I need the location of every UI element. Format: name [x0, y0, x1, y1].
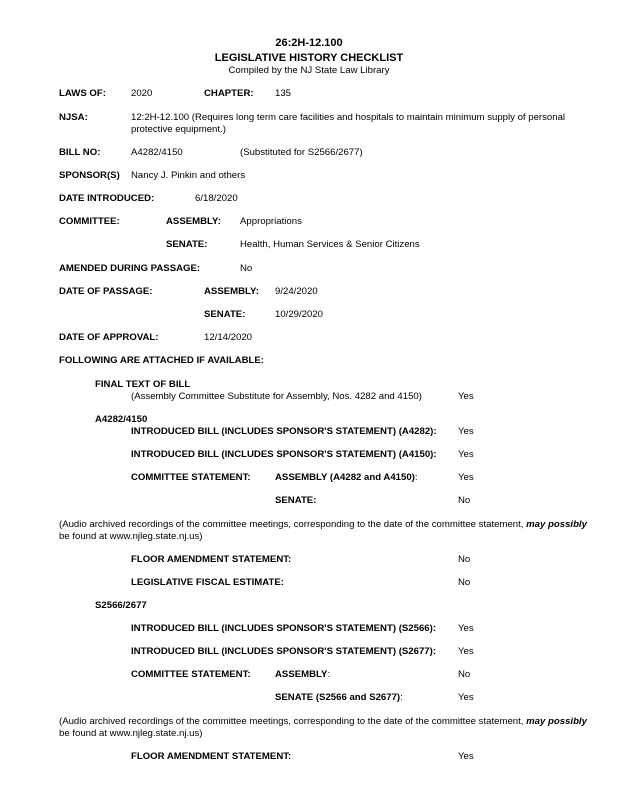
s-committee-assembly-colon: : — [327, 669, 331, 680]
s-committee-senate-label: SENATE (S2566 and S2677) — [275, 692, 401, 703]
a-floor-amendment-label: FLOOR AMENDMENT STATEMENT: — [131, 554, 292, 565]
a-fiscal-estimate-label: LEGISLATIVE FISCAL ESTIMATE: — [131, 577, 284, 588]
s-introduced-bill-1-label: INTRODUCED BILL (INCLUDES SPONSOR'S STATEMENT) (S2566): — [131, 623, 437, 634]
s-committee-senate-colon: : — [400, 692, 403, 703]
a-introduced-bill-2-value: Yes — [458, 449, 474, 460]
a-introduced-bill-1-label: INTRODUCED BILL (INCLUDES SPONSOR'S STATEMENT) (A4282): — [131, 426, 437, 437]
a-bill-heading: A4282/4150 — [95, 414, 148, 425]
laws-of-value: 2020 — [131, 88, 153, 99]
chapter-value: 135 — [275, 88, 292, 99]
a-committee-statement-label: COMMITTEE STATEMENT: — [131, 472, 251, 483]
audio-note-text: (Audio archived recordings of the committee meetings, corresponding to the date of the committee statement, — [59, 716, 527, 727]
audio-note-1-line2: be found at www.njleg.state.nj.us) — [59, 531, 203, 542]
bill-no-value: A4282/4150 — [131, 147, 183, 158]
audio-note-2-line1 — [59, 716, 587, 728]
amended-value: No — [240, 263, 253, 274]
final-text-description: (Assembly Committee Substitute for Assembly, Nos. 4282 and 4150) — [131, 391, 422, 402]
chapter-label: CHAPTER: — [204, 88, 254, 99]
sponsors-value: Nancy J. Pinkin and others — [131, 170, 246, 181]
attached-heading: FOLLOWING ARE ATTACHED IF AVAILABLE: — [59, 355, 264, 366]
passage-assembly-label: ASSEMBLY: — [204, 286, 259, 297]
bill-no-label: BILL NO: — [59, 147, 101, 158]
laws-of-label: LAWS OF: — [59, 88, 106, 99]
date-of-passage-label: DATE OF PASSAGE: — [59, 286, 153, 297]
audio-note-emphasis: may possibly — [526, 716, 587, 727]
a-fiscal-estimate-value: No — [458, 577, 471, 588]
date-introduced-label: DATE INTRODUCED: — [59, 193, 155, 204]
a-committee-assembly-label: ASSEMBLY (A4282 and A4150) — [275, 472, 415, 483]
date-of-approval-label: DATE OF APPROVAL: — [59, 332, 159, 343]
a-committee-assembly — [275, 472, 418, 484]
document-title: 26:2H-12.100 — [275, 37, 343, 49]
a-committee-assembly-colon: : — [414, 472, 418, 483]
s-committee-statement-label: COMMITTEE STATEMENT: — [131, 669, 251, 680]
s-introduced-bill-1-value: Yes — [458, 623, 474, 634]
a-floor-amendment-value: No — [458, 554, 471, 565]
s-bill-heading: S2566/2677 — [95, 600, 147, 611]
committee-assembly-label: ASSEMBLY: — [166, 216, 221, 227]
audio-note-text: (Audio archived recordings of the committee meetings, corresponding to the date of the committee statement, — [59, 519, 527, 530]
audio-note-emphasis: may possibly — [526, 519, 587, 530]
document-subtitle: LEGISLATIVE HISTORY CHECKLIST — [214, 52, 404, 64]
a-committee-senate-value: No — [458, 495, 471, 506]
date-introduced-value: 6/18/2020 — [195, 193, 238, 204]
sponsors-label: SPONSOR(S) — [59, 170, 120, 181]
passage-assembly-value: 9/24/2020 — [275, 286, 318, 297]
njsa-value-line2: protective equipment.) — [131, 124, 226, 135]
committee-senate-value: Health, Human Services & Senior Citizens — [240, 239, 420, 250]
compiled-by: Compiled by the NJ State Law Library — [228, 65, 390, 76]
date-of-approval-value: 12/14/2020 — [204, 332, 253, 343]
s-committee-senate — [275, 692, 403, 704]
committee-label: COMMITTEE: — [59, 216, 120, 227]
njsa-label: NJSA: — [59, 112, 88, 123]
final-text-value: Yes — [458, 391, 474, 402]
bill-no-substitution-note: (Substituted for S2566/2677) — [240, 147, 363, 158]
s-introduced-bill-2-label: INTRODUCED BILL (INCLUDES SPONSOR'S STATEMENT) (S2677): — [131, 646, 437, 657]
committee-senate-label: SENATE: — [166, 239, 208, 250]
amended-label: AMENDED DURING PASSAGE: — [59, 263, 201, 274]
a-introduced-bill-1-value: Yes — [458, 426, 474, 437]
s-committee-assembly — [275, 669, 330, 681]
final-text-label: FINAL TEXT OF BILL — [95, 379, 191, 390]
s-committee-senate-value: Yes — [458, 692, 474, 703]
committee-assembly-value: Appropriations — [240, 216, 302, 227]
passage-senate-label: SENATE: — [204, 309, 246, 320]
s-floor-amendment-label: FLOOR AMENDMENT STATEMENT: — [131, 751, 292, 762]
audio-note-2-line2: be found at www.njleg.state.nj.us) — [59, 728, 203, 739]
a-committee-assembly-value: Yes — [458, 472, 474, 483]
s-floor-amendment-value: Yes — [458, 751, 474, 762]
s-committee-assembly-label: ASSEMBLY — [275, 669, 328, 680]
audio-note-1-line1 — [59, 519, 587, 531]
passage-senate-value: 10/29/2020 — [275, 309, 324, 320]
njsa-value-line1: 12:2H-12.100 (Requires long term care facilities and hospitals to maintain minimum supply of personal — [131, 112, 566, 123]
a-introduced-bill-2-label: INTRODUCED BILL (INCLUDES SPONSOR'S STATEMENT) (A4150): — [131, 449, 437, 460]
a-committee-senate-label: SENATE: — [275, 495, 317, 506]
s-introduced-bill-2-value: Yes — [458, 646, 474, 657]
s-committee-assembly-value: No — [458, 669, 471, 680]
